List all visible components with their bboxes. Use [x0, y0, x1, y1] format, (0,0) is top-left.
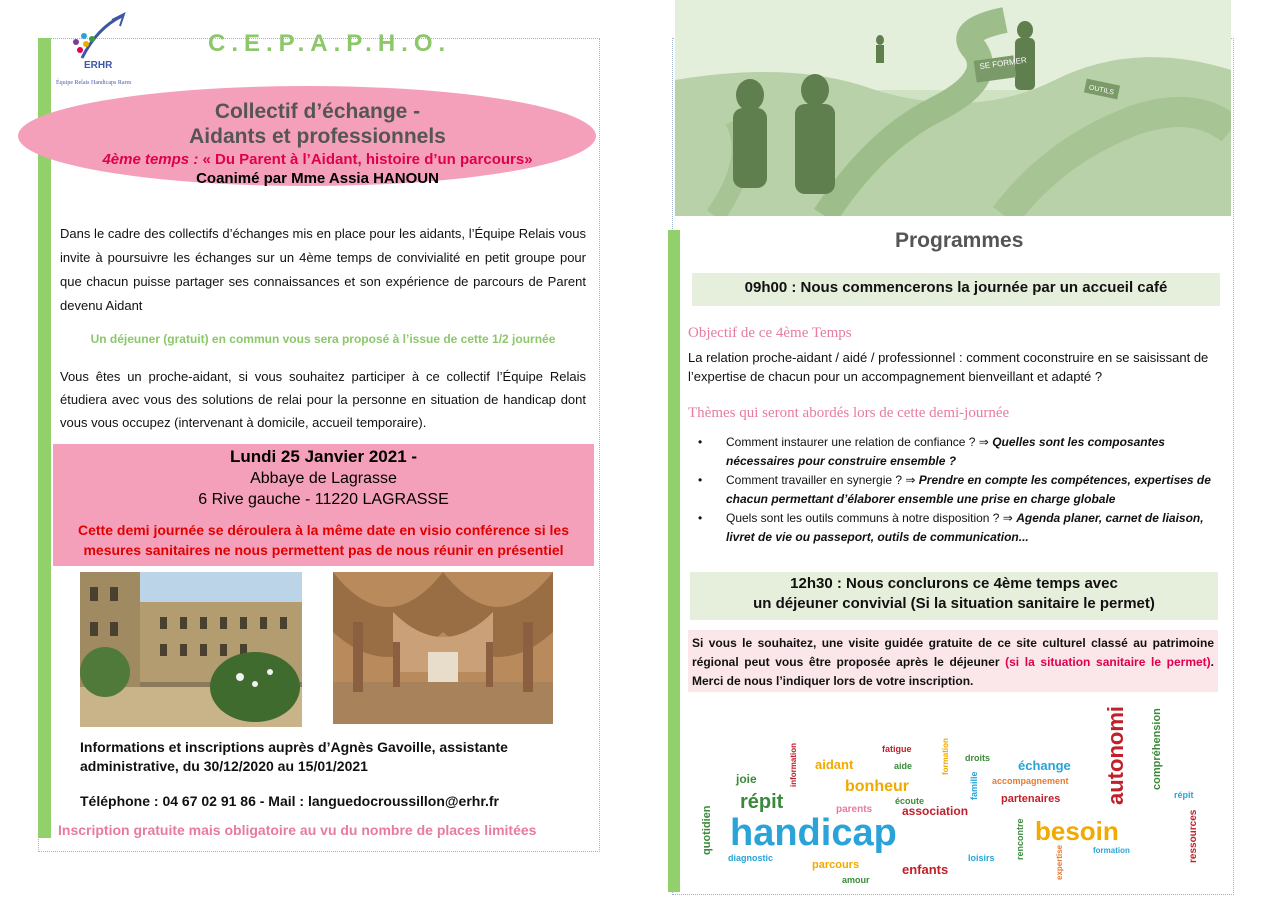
word: partenaires	[1001, 793, 1061, 805]
themes-heading: Thèmes qui seront abordés lors de cette demi-journée	[688, 405, 1010, 421]
visit-text-main: Si vous le souhaitez, une visite guidée gratuite de ce site culturel classé au patrimoine régional peut vous être proposée après le déjeuner	[692, 636, 1214, 669]
word: famille	[969, 771, 979, 800]
visit-text-end: . Merci de nous l’indiquer lors de votre inscription.	[692, 655, 1214, 688]
word: bonheur	[845, 778, 909, 795]
closing-line-1: 12h30 : Nous conclurons ce 4ème temps avec	[790, 575, 1118, 592]
word: besoin	[1035, 816, 1119, 846]
org-name: C.E.P.A.P.H.O.	[208, 30, 452, 57]
word: aidant	[815, 757, 854, 772]
logo-text: ERHR	[84, 60, 113, 71]
word: association	[902, 804, 969, 818]
closing-line-2: un déjeuner convivial (Si la situation sanitaire le permet)	[753, 595, 1155, 612]
subtitle	[40, 151, 595, 168]
word: échange	[1018, 758, 1071, 773]
word: aide	[894, 761, 913, 771]
banner-sign-1: SE FORMER	[978, 55, 1028, 72]
closing-box	[690, 572, 1218, 620]
list-item: • Comment instaurer une relation de confiance ? ⇒ Quelles sont les composantes nécessaires pour construire ensemble ?	[698, 435, 1165, 468]
word: formation	[941, 738, 950, 775]
subtitle-text: « Du Parent à l’Aidant, histoire d’un parcours»	[198, 151, 533, 168]
word: rencontre	[1015, 818, 1025, 860]
word: répit	[1174, 790, 1194, 800]
themes-list	[698, 433, 1218, 547]
erhr-logo	[56, 8, 142, 90]
theme-question: Quels sont les outils communs à notre disposition ? ⇒	[726, 511, 1017, 525]
word: compréhension	[1151, 708, 1163, 790]
theme-answer: Agenda planer, carnet de liaison, livret de vie ou passeport, outils de communication...	[726, 511, 1204, 544]
programmes-title: Programmes	[895, 229, 1024, 252]
word: loisirs	[968, 853, 995, 863]
word: enfants	[902, 862, 949, 877]
abbey-vaulted-hall-photo	[333, 572, 553, 724]
visit-text-condition: (si la situation sanitaire le permet)	[1005, 655, 1211, 669]
coanimator: Coanimé par Mme Assia HANOUN	[196, 170, 439, 187]
word: information	[789, 743, 798, 787]
subtitle-emphasis: 4ème temps :	[102, 151, 199, 168]
visit-text	[692, 634, 1214, 691]
word: expertise	[1055, 844, 1064, 880]
event-venue: Abbaye de Lagrasse	[250, 470, 397, 487]
theme-question: Comment instaurer une relation de confiance ? ⇒	[726, 435, 993, 449]
word: parcours	[812, 859, 860, 871]
right-accent-bar	[668, 230, 680, 892]
list-item: • Quels sont les outils communs à notre disposition ? ⇒ Agenda planer, carnet de liaison, livret de vie ou passeport, outils de communication...	[698, 511, 1204, 544]
word: écoute	[895, 796, 925, 806]
path-illustration	[675, 0, 1231, 216]
word: accompagnement	[992, 776, 1069, 786]
word: fatigue	[882, 744, 912, 754]
word: joie	[736, 772, 757, 786]
welcome-text: 09h00 : Nous commencerons la journée par un accueil café	[744, 279, 1168, 296]
free-registration-note: Inscription gratuite mais obligatoire au vu du nombre de places limitées	[58, 822, 537, 838]
theme-question: Comment travailler en synergie ? ⇒	[726, 473, 919, 487]
logo-subtitle: Équipe Relais Handicaps Rares	[56, 80, 132, 86]
title-line-2: Aidants et professionnels	[189, 125, 446, 148]
word: amour	[842, 875, 870, 885]
word: formation	[1093, 846, 1130, 855]
objective-text: La relation proche-aidant / aidé / professionnel : comment coconstruire en se saisissant de l’expertise de chacun pour un accompagnement bienveillant et adapté ?	[688, 350, 1209, 384]
event-date: Lundi 25 Janvier 2021 -	[229, 447, 418, 466]
word: handicap	[730, 812, 897, 854]
theme-answer: Quelles sont les composantes nécessaires pour construire ensemble ?	[726, 435, 1165, 468]
list-item: • Comment travailler en synergie ? ⇒ Prendre en compte les compétences, expertises de chacun permettant d’élaborer ensemble une prise en charge globale	[698, 473, 1211, 506]
participation-paragraph: Vous êtes un proche-aidant, si vous souhaitez participer à ce collectif l’Équipe Relais étudiera avec vous des solutions de relai pour la personne en situation de handicap dont vous vous occupez (intervenant à domicile, accueil temporaire).	[60, 369, 586, 430]
word: parents	[836, 804, 873, 815]
event-address: 6 Rive gauche - 11220 LAGRASSE	[198, 491, 449, 508]
word-cloud	[690, 705, 1230, 895]
word: répit	[740, 791, 784, 813]
word: autonomie	[1103, 705, 1128, 805]
lunch-note: Un déjeuner (gratuit) en commun vous sera proposé à l’issue de cette 1/2 journée	[90, 332, 556, 346]
abbey-courtyard-photo	[80, 572, 302, 727]
word: quotidien	[701, 805, 713, 855]
word: ressources	[1188, 809, 1199, 863]
word: diagnostic	[728, 853, 774, 863]
word: droits	[965, 753, 991, 763]
theme-answer: Prendre en compte les compétences, expertises de chacun permettant d’élaborer ensemble une prise en charge globale	[726, 473, 1211, 506]
title-line-1: Collectif d’échange -	[214, 100, 421, 123]
welcome-box	[692, 273, 1220, 306]
intro-paragraph: Dans le cadre des collectifs d’échanges mis en place pour les aidants, l’Équipe Relais vous invite à poursuivre les échanges sur un 4ème temps de convivialité en petit groupe pour que chacun puisse partager ses connaissances et son expérience de parcours de Parent devenu Aidant	[60, 226, 586, 313]
contact-line: Téléphone : 04 67 02 91 86 - Mail : languedocroussillon@erhr.fr	[80, 793, 499, 809]
registration-info: Informations et inscriptions auprès d’Agnès Gavoille, assistante administrative, du 30/12/2020 au 15/01/2021	[80, 739, 508, 774]
banner-sign-2: OUTILS	[1088, 84, 1115, 97]
visio-warning: Cette demi journée se déroulera à la même date en visio conférence si les mesures sanitaires ne nous permettent pas de nous réunir en présentiel	[78, 522, 569, 558]
objective-heading: Objectif de ce 4ème Temps	[688, 325, 852, 341]
